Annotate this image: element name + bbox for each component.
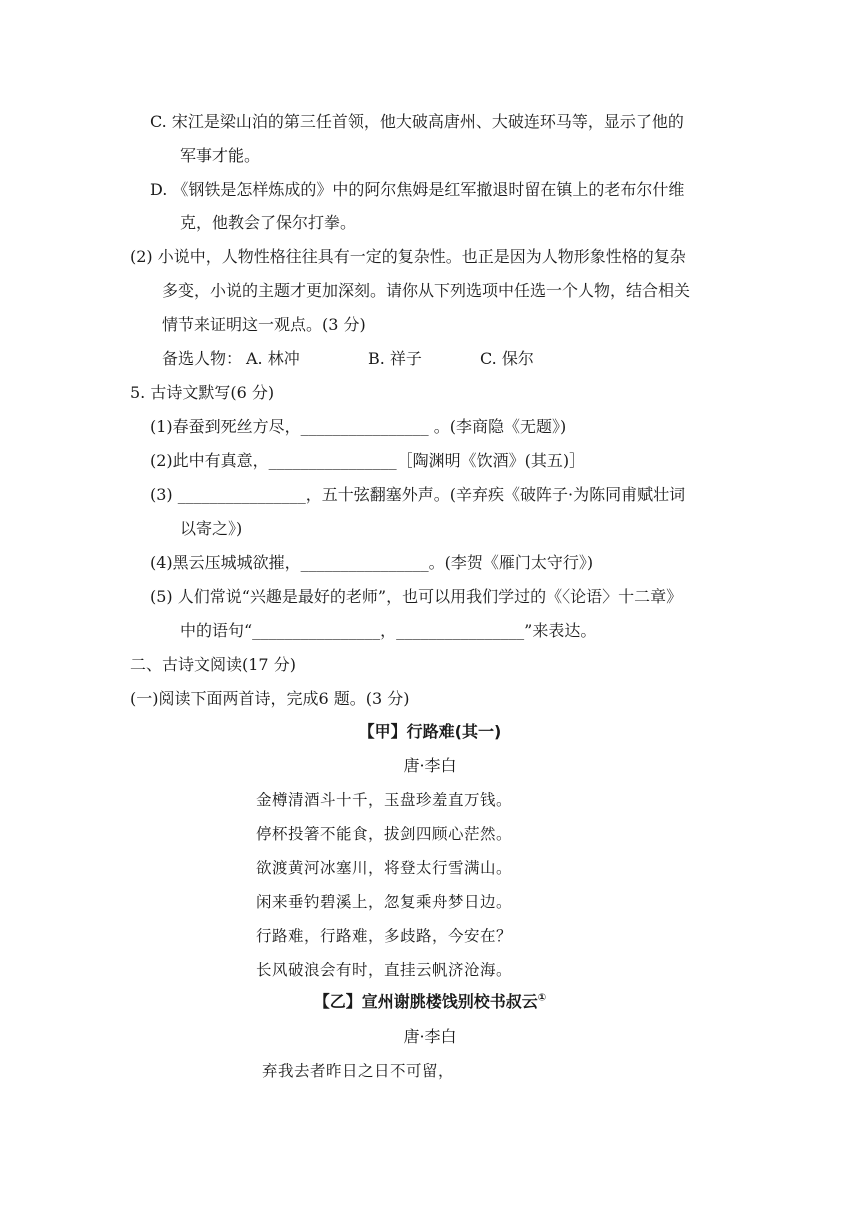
question-5-item3-line2: 以寄之》) xyxy=(180,519,243,538)
poem-jia-line: 金樽清酒斗十千，玉盘珍羞直万钱。 xyxy=(256,791,513,809)
question-5-item5-line2: 中的语句“________________，________________”来表达。 xyxy=(180,621,597,640)
poem-jia-line: 欲渡黄河冰塞川，将登太行雪满山。 xyxy=(256,859,513,877)
question-5-item5-line1: (5) 人们常说“兴趣是最好的老师”，也可以用我们学过的《〈论语〉十二章》 xyxy=(150,587,683,606)
poem-jia-line: 停杯投箸不能食，拔剑四顾心茫然。 xyxy=(256,825,513,843)
poem-jia-line: 行路难，行路难，多歧路，今安在？ xyxy=(256,927,513,945)
question-4-2-line2: 多变，小说的主题才更加深刻。请你从下列选项中任选一个人物，结合相关 xyxy=(162,281,691,300)
option-c-line2: 军事才能。 xyxy=(180,146,261,165)
option-d-line1: D. 《钢铁是怎样炼成的》中的阿尔焦姆是红军撤退时留在镇上的老布尔什维 xyxy=(150,180,685,199)
poem-jia-line: 长风破浪会有时，直挂云帆济沧海。 xyxy=(256,961,513,979)
poem-jia-title: 【甲】行路难(其一) xyxy=(358,722,502,741)
candidate-c: C. 保尔 xyxy=(480,349,534,368)
question-5-item1: (1)春蚕到死丝方尽，________________ 。(李商隐《无题》) xyxy=(150,417,567,436)
question-5-item4: (4)黑云压城城欲摧，________________。(李贺《雁门太守行》) xyxy=(150,553,594,572)
question-5-item2: (2)此中有真意，________________［陶渊明《饮酒》(其五)］ xyxy=(150,451,586,470)
footnote-marker: ① xyxy=(537,992,547,1004)
section-2-subheading: (一)阅读下面两首诗，完成6 题。(3 分) xyxy=(130,689,410,708)
question-4-2-line1: (2) 小说中，人物性格往往具有一定的复杂性。也正是因为人物形象性格的复杂 xyxy=(130,247,686,266)
poem-jia-line: 闲来垂钓碧溪上，忽复乘舟梦日边。 xyxy=(256,893,513,911)
option-d-line2: 克，他教会了保尔打拳。 xyxy=(180,213,357,232)
question-5-item3-line1: (3) ________________，五十弦翻塞外声。(辛弃疾《破阵子·为陈同甫赋壮词 xyxy=(150,485,686,504)
candidate-a: A. 林冲 xyxy=(246,349,300,368)
poem-yi-line: 弃我去者昨日之日不可留， xyxy=(262,1062,455,1080)
question-4-2-line3: 情节来证明这一观点。(3 分) xyxy=(162,315,366,334)
poem-yi-title xyxy=(0,991,860,1013)
poem-yi-title-text: 【乙】宣州谢朓楼饯别校书叔云 xyxy=(313,992,538,1011)
section-2-heading: 二、古诗文阅读(17 分) xyxy=(130,655,296,674)
question-5-heading: 5. 古诗文默写(6 分) xyxy=(130,383,275,402)
poem-yi-author: 唐·李白 xyxy=(403,1027,457,1046)
candidates-label: 备选人物： xyxy=(162,349,243,368)
option-c-line1: C. 宋江是梁山泊的第三任首领，他大破高唐州、大破连环马等，显示了他的 xyxy=(150,112,684,131)
candidate-b: B. 祥子 xyxy=(368,349,422,368)
poem-jia-author: 唐·李白 xyxy=(403,756,457,775)
